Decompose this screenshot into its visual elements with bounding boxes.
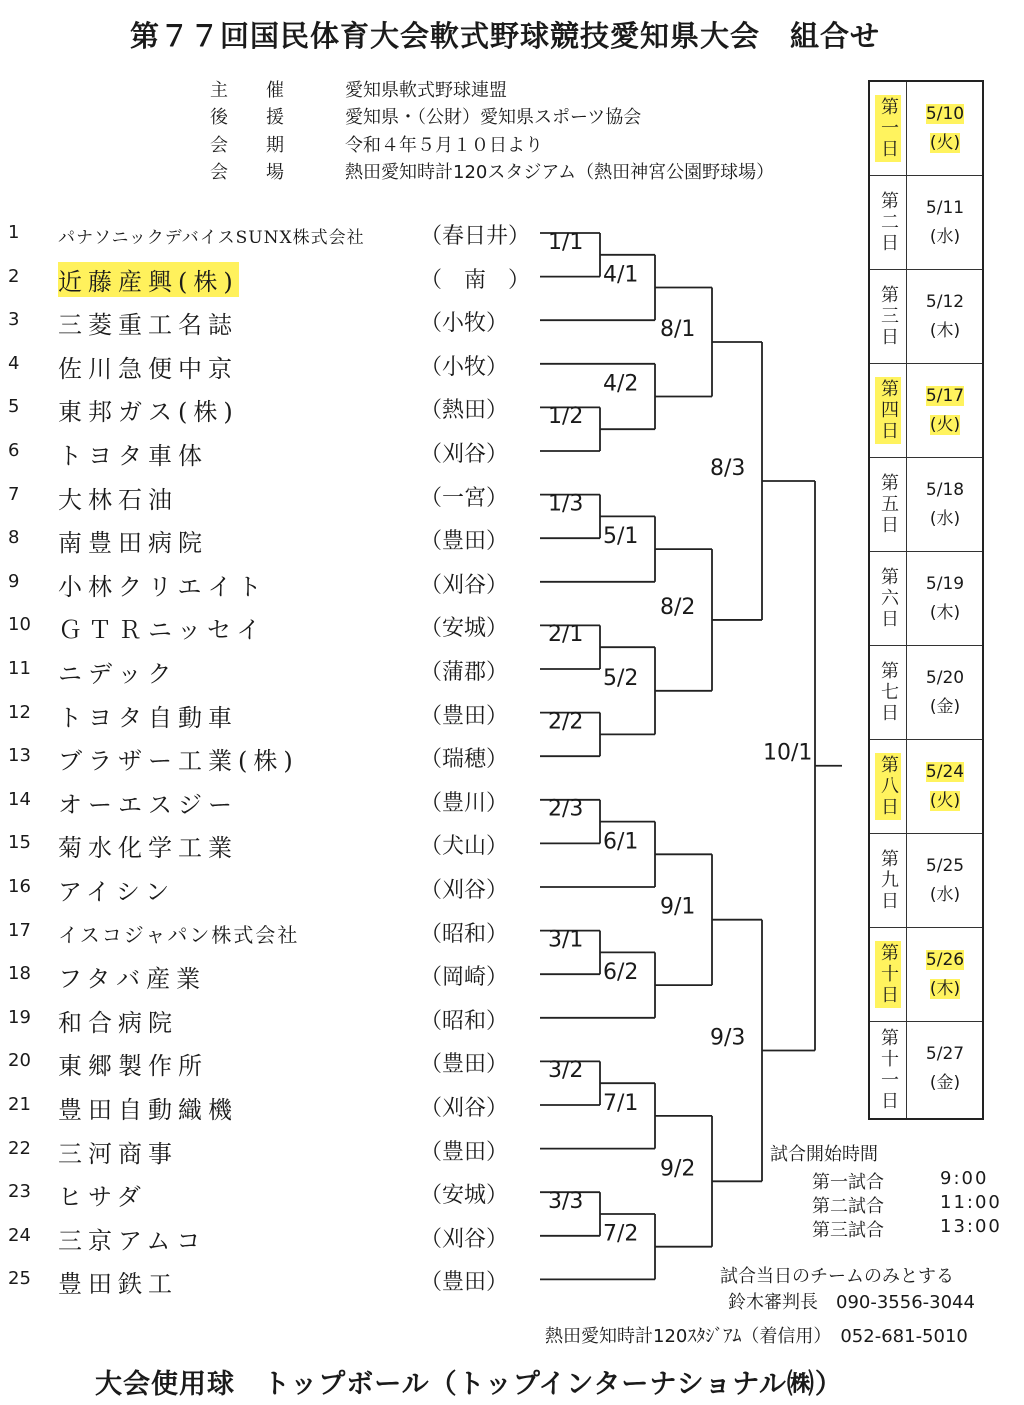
schedule-day: 第八日: [875, 753, 901, 820]
info-label: 後援: [210, 107, 322, 128]
schedule-date-cell: [908, 100, 982, 158]
team-number: 17: [8, 919, 31, 941]
bracket-label-r1: 1/2: [548, 404, 584, 430]
note-umpire: 鈴木審判長 090-3556-3044: [728, 1292, 975, 1313]
team-city: （豊田）: [420, 1052, 509, 1078]
start-times-title: 試合開始時間: [770, 1144, 878, 1165]
page-title: 第７７回国民体育大会軟式野球競技愛知県大会 組合せ: [130, 19, 881, 53]
team-name: 三菱重工名誌: [58, 311, 238, 340]
schedule-day: 第十日: [875, 941, 901, 1008]
team-number: 7: [8, 483, 20, 505]
bracket-label-r4: 8/3: [710, 455, 746, 481]
schedule-row: [870, 364, 982, 458]
team-city: （安城）: [420, 1183, 509, 1209]
schedule-day: 第二日: [878, 191, 899, 254]
team-number: 9: [8, 570, 20, 592]
team-number: 19: [8, 1006, 31, 1028]
schedule-date-cell: [908, 946, 982, 1004]
schedule-weekday: (水): [929, 885, 961, 905]
schedule-day-cell: [870, 646, 907, 739]
schedule-row: [870, 270, 982, 364]
team-number: 11: [8, 658, 31, 679]
team-city: （昭和）: [420, 1008, 509, 1034]
team-name: ヒサダ: [58, 1183, 147, 1212]
schedule-row: [870, 458, 982, 552]
schedule-date: 5/27: [925, 1044, 965, 1064]
schedule-weekday: (水): [929, 227, 961, 247]
team-city: （刈谷）: [420, 878, 509, 903]
schedule-date: 5/18: [925, 480, 965, 500]
team-name: 三河商事: [58, 1139, 178, 1168]
team-number: 2: [8, 265, 20, 287]
team-number: 21: [8, 1094, 31, 1115]
team-name: 三京アムコ: [58, 1226, 207, 1255]
schedule-weekday: (金): [929, 1073, 961, 1093]
team-city: （豊田）: [420, 1270, 509, 1296]
team-name: アイシン: [58, 878, 176, 906]
team-city: （安城）: [420, 616, 509, 642]
bracket-label-r2: 5/2: [603, 665, 639, 691]
team-number: 8: [8, 527, 20, 549]
team-number: 1: [8, 222, 20, 243]
schedule-date: 5/24: [925, 762, 965, 782]
bracket-label-r1: 3/3: [548, 1189, 584, 1214]
bracket-label-final: 10/1: [763, 740, 813, 766]
team-name: 東邦ガス(株): [58, 398, 239, 427]
schedule-day-cell: [870, 458, 907, 551]
team-name: イスコジャパン株式会社: [58, 922, 300, 947]
team-number: 20: [8, 1050, 31, 1072]
start-row-time: 11:00: [940, 1192, 1002, 1213]
team-city: （ 南 ）: [420, 267, 531, 293]
schedule-row: [870, 552, 982, 646]
bracket-label-r1: 2/2: [548, 709, 584, 735]
bracket-label-r4: 9/3: [710, 1025, 746, 1051]
team-number: 24: [8, 1224, 31, 1246]
schedule-date: 5/20: [925, 668, 965, 688]
team-city: （刈谷）: [420, 1096, 509, 1121]
team-number: 13: [8, 745, 31, 767]
schedule-row: [870, 740, 982, 834]
team-city: （蒲郡）: [420, 660, 509, 685]
bracket-label-r1: 2/3: [548, 796, 584, 822]
team-city: （犬山）: [420, 834, 509, 860]
team-number: 18: [8, 963, 31, 985]
team-number: 25: [8, 1268, 31, 1290]
team-city: （春日井）: [420, 224, 531, 249]
team-city: （豊田）: [420, 1139, 509, 1165]
schedule-day: 第九日: [878, 849, 899, 912]
team-name: オーエスジー: [58, 790, 238, 819]
note-stadium-phone: 熱田愛知時計120ｽﾀｼﾞｱﾑ（着信用） 052-681-5010: [545, 1326, 968, 1347]
team-name: 和合病院: [58, 1008, 178, 1037]
schedule-weekday: (水): [929, 509, 961, 529]
schedule-date: 5/10: [925, 104, 965, 124]
team-city: （小牧）: [420, 354, 509, 380]
team-city: （熱田）: [420, 398, 509, 424]
schedule-date-cell: [908, 288, 982, 346]
bracket-label-r3: 8/2: [660, 594, 696, 620]
info-label: 主催: [210, 80, 322, 101]
bracket-label-r3: 8/1: [660, 317, 696, 342]
schedule-weekday: (木): [929, 321, 961, 341]
schedule-date: 5/12: [925, 292, 965, 312]
schedule-table: [868, 80, 984, 1120]
info-value: 愛知県・（公財）愛知県スポーツ協会: [345, 107, 642, 128]
bracket-label-r2: 4/1: [603, 262, 639, 288]
team-number: 3: [8, 309, 20, 331]
schedule-day: 第十一日: [878, 1028, 899, 1112]
schedule-weekday: (火): [929, 415, 961, 435]
team-name: トヨタ自動車: [58, 703, 238, 732]
schedule-date-cell: [908, 476, 982, 534]
schedule-day: 第七日: [878, 661, 899, 724]
start-row-time: 13:00: [940, 1216, 1002, 1237]
bracket-label-r2: 4/2: [603, 371, 639, 397]
schedule-date: 5/17: [925, 386, 965, 406]
info-label: 会場: [210, 162, 322, 183]
note-same-day: 試合当日のチームのみとする: [720, 1266, 954, 1287]
schedule-row: [870, 646, 982, 740]
team-name: 豊田自動織機: [58, 1096, 238, 1124]
team-number: 4: [8, 352, 20, 374]
schedule-date: 5/11: [925, 198, 965, 218]
schedule-date-cell: [908, 382, 982, 440]
team-city: （刈谷）: [420, 442, 509, 467]
team-name: トヨタ車体: [58, 442, 208, 470]
info-value: 令和４年５月１０日より: [345, 135, 543, 156]
team-city: （豊田）: [420, 529, 509, 555]
schedule-day-cell: [870, 270, 907, 363]
schedule-date: 5/19: [925, 574, 965, 594]
bracket-label-r2: 7/2: [603, 1221, 639, 1247]
team-city: （刈谷）: [420, 1226, 509, 1252]
schedule-day: 第三日: [878, 285, 899, 348]
schedule-day-cell: [870, 834, 907, 927]
bracket-label-r1: 1/1: [548, 229, 584, 255]
team-number: 15: [8, 832, 31, 854]
bracket-label-r1: 2/1: [548, 622, 584, 648]
start-row-time: 9:00: [940, 1168, 989, 1189]
schedule-day-cell: [870, 82, 907, 175]
start-row-label: 第三試合: [812, 1220, 884, 1241]
team-city: （瑞穂）: [420, 747, 509, 773]
team-city: （豊川）: [420, 790, 509, 816]
bracket-label-r2: 5/1: [603, 524, 639, 550]
schedule-day-cell: [870, 1022, 907, 1118]
team-city: （昭和）: [420, 921, 509, 947]
team-city: （豊田）: [420, 703, 509, 729]
schedule-row: [870, 176, 982, 270]
info-value: 熱田愛知時計120スタジアム（熱田神宮公園野球場）: [345, 162, 775, 183]
team-name: ニデック: [58, 660, 178, 688]
team-city: （小牧）: [420, 311, 509, 337]
team-name: 近藤産興(株): [58, 262, 239, 297]
schedule-weekday: (火): [929, 791, 961, 811]
start-row-label: 第一試合: [812, 1172, 884, 1193]
team-name: 豊田鉄工: [58, 1270, 178, 1299]
team-number: 16: [8, 876, 31, 897]
schedule-row: [870, 1022, 982, 1118]
team-number: 14: [8, 788, 31, 810]
team-city: （刈谷）: [420, 572, 509, 598]
team-name: 大林石油: [58, 485, 178, 514]
bracket-label-r1: 3/1: [548, 927, 584, 953]
info-value: 愛知県軟式野球連盟: [345, 80, 507, 101]
team-number: 23: [8, 1181, 31, 1203]
team-name: パナソニックデバイスSUNX株式会社: [58, 228, 365, 248]
team-name: ＧＴＲニッセイ: [58, 616, 267, 645]
schedule-date: 5/25: [925, 856, 965, 876]
team-number: 6: [8, 440, 20, 461]
team-number: 22: [8, 1137, 31, 1159]
schedule-day: 第四日: [875, 377, 901, 444]
schedule-row: [870, 834, 982, 928]
bracket-label-r3: 9/1: [660, 894, 696, 920]
team-name: 南豊田病院: [58, 529, 208, 558]
team-name: 東郷製作所: [58, 1052, 208, 1081]
team-name: 菊水化学工業: [58, 834, 238, 863]
schedule-day: 第五日: [878, 473, 899, 536]
schedule-day-cell: [870, 928, 907, 1021]
schedule-day-cell: [870, 364, 907, 457]
schedule-date-cell: [908, 852, 982, 910]
team-name: 佐川急便中京: [58, 354, 238, 383]
schedule-date-cell: [908, 758, 982, 816]
bracket-label-r2: 6/2: [603, 960, 639, 986]
schedule-row: [870, 928, 982, 1022]
schedule-day-cell: [870, 176, 907, 269]
schedule-date-cell: [908, 570, 982, 628]
bracket-label-r2: 7/1: [603, 1090, 639, 1116]
team-number: 12: [8, 701, 31, 723]
team-number: 10: [8, 614, 31, 636]
schedule-day: 第六日: [878, 567, 899, 630]
team-number: 5: [8, 396, 20, 418]
team-city: （一宮）: [420, 485, 509, 511]
bracket-label-r3: 9/2: [660, 1156, 696, 1182]
schedule-date-cell: [908, 194, 982, 252]
schedule-weekday: (木): [929, 979, 961, 999]
bracket-label-r1: 3/2: [548, 1058, 584, 1084]
team-name: ブラザー工業(株): [58, 747, 299, 776]
schedule-weekday: (金): [929, 697, 961, 717]
schedule-day: 第一日: [875, 95, 901, 162]
bracket-label-r2: 6/1: [603, 829, 639, 855]
schedule-day-cell: [870, 740, 907, 833]
schedule-date-cell: [908, 664, 982, 722]
footer-ball: 大会使用球 トップボール（トップインターナショナル㈱）: [95, 1369, 843, 1400]
info-label: 会期: [210, 135, 322, 156]
team-city: （岡崎）: [420, 965, 509, 991]
schedule-weekday: (火): [929, 133, 961, 153]
start-row-label: 第二試合: [812, 1196, 884, 1217]
schedule-date-cell: [908, 1040, 982, 1098]
bracket-label-r1: 1/3: [548, 491, 584, 517]
team-name: 小林クリエイト: [58, 572, 268, 601]
schedule-weekday: (木): [929, 603, 961, 623]
schedule-date: 5/26: [925, 950, 965, 970]
team-name: フタバ産業: [58, 965, 207, 994]
schedule-row: [870, 82, 982, 176]
schedule-day-cell: [870, 552, 907, 645]
